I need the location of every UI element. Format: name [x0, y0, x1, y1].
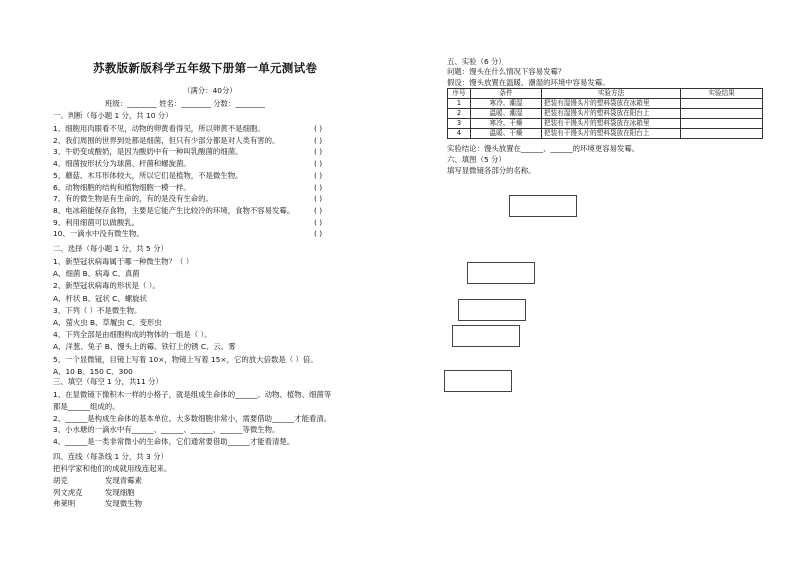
matching-instruction: 把科学家和他们的成就用线连起来。: [53, 464, 172, 473]
choice-options: A、细菌 B、病毒 C、真菌: [53, 269, 140, 279]
table-cell: 寒冷、干燥: [471, 119, 542, 129]
answer-paren[interactable]: ( ): [314, 182, 323, 192]
answer-paren[interactable]: ( ): [314, 135, 323, 145]
choice-options: A、萤火虫 B、草履虫 C、变形虫: [53, 318, 162, 327]
table-cell[interactable]: [681, 109, 763, 119]
score-total: （满分：40分）: [183, 86, 237, 95]
answer-paren[interactable]: ( ): [314, 159, 323, 169]
fill-blank-line: 3、小水塘的一滴水中有______、______、______、______等微生物。: [53, 425, 280, 435]
table-cell[interactable]: [681, 129, 763, 139]
judgment-item: 7、有的微生物是有生命的，有的是没有生命的。: [53, 194, 213, 204]
table-cell[interactable]: [681, 119, 763, 129]
judgment-item: 6、动物细胞的结构和植物细胞一模一样。: [53, 182, 191, 192]
experiment-hypothesis: 假设：馒头放置在温暖、潮湿的环境中容易发霉。: [447, 78, 610, 87]
fill-blank-line: 4、______是一类非常微小的生命体，它们通常要借助______才能看清楚。: [53, 437, 295, 447]
table-cell: 温暖、干燥: [471, 129, 542, 139]
choice-question: 1、新型冠状病毒属于哪一种微生物？（ ）: [53, 257, 194, 266]
table-row: [448, 129, 763, 139]
table-cell: 把装有湿馒头片的塑料袋放在冰箱里: [542, 99, 681, 109]
judgment-item: 1、细胞用肉眼看不见，动物的卵黄看得见，所以卵黄不是细胞。: [53, 124, 265, 133]
judgment-item: 4、细菌按形状分为球菌、杆菌和螺旋菌。: [53, 159, 191, 169]
label-box-1[interactable]: [509, 195, 577, 217]
choice-question: 4、下列全部是由细胞构成的物体的一组是（ ）。: [53, 330, 212, 340]
table-cell: 把装有湿馒头片的塑料袋放在阳台上: [542, 109, 681, 119]
judgment-item: 9、利用细菌可以做酸乳。: [53, 217, 140, 227]
achievement: 发现青霉素: [105, 476, 142, 485]
col-result: 实验结果: [681, 89, 763, 99]
experiment-question: 问题：馒头在什么情况下容易发霉？: [447, 67, 566, 76]
answer-paren[interactable]: ( ): [314, 170, 323, 180]
section2-heading: 二、选择（每小题 1 分，共 5 分）: [53, 244, 168, 253]
judgment-item: 3、牛奶变成酸奶，是因为酸奶中有一种叫乳酸菌的细菌。: [53, 147, 243, 157]
choice-question: 2、新型冠状病毒的形状是（ ）。: [53, 281, 160, 291]
table-cell: 把装有干馒头片的塑料袋放在阳台上: [542, 129, 681, 139]
table-cell: 2: [448, 109, 471, 119]
label-box-4[interactable]: [452, 325, 520, 347]
answer-paren[interactable]: ( ): [314, 194, 323, 204]
student-info-line: 班级：________ 姓名：________ 分数：________: [105, 99, 265, 108]
table-row: [448, 99, 763, 109]
judgment-item: 5、蘑菇、木耳形体较大，所以它们是植物，不是微生物。: [53, 170, 243, 180]
answer-paren[interactable]: ( ): [314, 229, 323, 239]
scientist-name: 弗莱明: [53, 499, 76, 509]
table-cell: 寒冷、潮湿: [471, 99, 542, 109]
judgment-item: 2、我们周围的世界到处都是细菌，但只有少部分都是对人类有害的。: [53, 135, 280, 145]
answer-paren[interactable]: ( ): [314, 205, 323, 215]
table-cell: 3: [448, 119, 471, 129]
experiment-conclusion: 实验结论：馒头放置在______、______的环境更容易发霉。: [447, 144, 640, 153]
section3-heading: 三、填空（每空 1 分，共11 分）: [53, 377, 163, 386]
achievement: 发现微生物: [105, 499, 142, 509]
choice-question: 5、一个显微镜，目镜上写着 10×，物镜上写着 15×，它的放大倍数是（ ）倍。: [53, 354, 318, 364]
section1-heading: 一、判断（每小题 1 分，共 10 分）: [53, 111, 173, 120]
section5-heading: 五、实验（6 分）: [447, 57, 506, 66]
answer-paren[interactable]: ( ): [314, 124, 323, 133]
label-box-5[interactable]: [444, 370, 512, 392]
table-cell: 4: [448, 129, 471, 139]
table-cell: 把装有干馒头片的塑料袋放在冰箱里: [542, 119, 681, 129]
section4-heading: 四、连线（每条线 1 分，共 3 分）: [53, 452, 168, 461]
answer-paren[interactable]: ( ): [314, 217, 323, 227]
table-row: [448, 119, 763, 129]
section6-heading: 六、填图（5 分）: [447, 155, 506, 164]
table-header-row: [448, 89, 763, 99]
judgment-item: 10、一滴水中没有微生物。: [53, 229, 144, 239]
judgment-item: 8、电冰箱能保存食物，主要是它能产生比较冷的环境，食物不容易发霉。: [53, 205, 295, 215]
scientist-name: 列文虎克: [53, 487, 83, 497]
choice-options: A、杆状 B、冠状 C、螺旋状: [53, 293, 147, 303]
table-cell: 1: [448, 99, 471, 109]
choice-question: 3、下列（ ）不是微生物。: [53, 305, 142, 315]
label-box-2[interactable]: [467, 262, 535, 284]
experiment-table: [447, 88, 763, 139]
choice-options: A、洋葱、兔子 B、馒头上的霉、铁钉上的锈 C、云、雾: [53, 342, 236, 352]
page-title: 苏教版新版科学五年级下册第一单元测试卷: [93, 61, 318, 75]
fill-blank-line: 都是______组成的。: [53, 401, 120, 411]
fill-blank-line: 1、在显微镜下像积木一样的小格子，就是组成生命体的______。动物、植物、细菌等: [53, 390, 332, 399]
achievement: 发现细胞: [105, 487, 135, 497]
diagram-instruction: 填写显微镜各部分的名称。: [447, 166, 536, 175]
choice-options: A、10 B、150 C、300: [53, 366, 133, 376]
table-cell[interactable]: [681, 99, 763, 109]
answer-paren[interactable]: ( ): [314, 147, 323, 157]
col-index: 序号: [448, 89, 471, 99]
table-cell: 温暖、潮湿: [471, 109, 542, 119]
fill-blank-line: 2、______是构成生命体的基本单位。大多数细胞非常小，需要借助______才能看清。: [53, 413, 332, 423]
col-condition: 条件: [471, 89, 542, 99]
scientist-name: 胡克: [53, 476, 68, 485]
col-method: 实验方法: [542, 89, 681, 99]
table-row: [448, 109, 763, 119]
label-box-3[interactable]: [458, 299, 526, 321]
